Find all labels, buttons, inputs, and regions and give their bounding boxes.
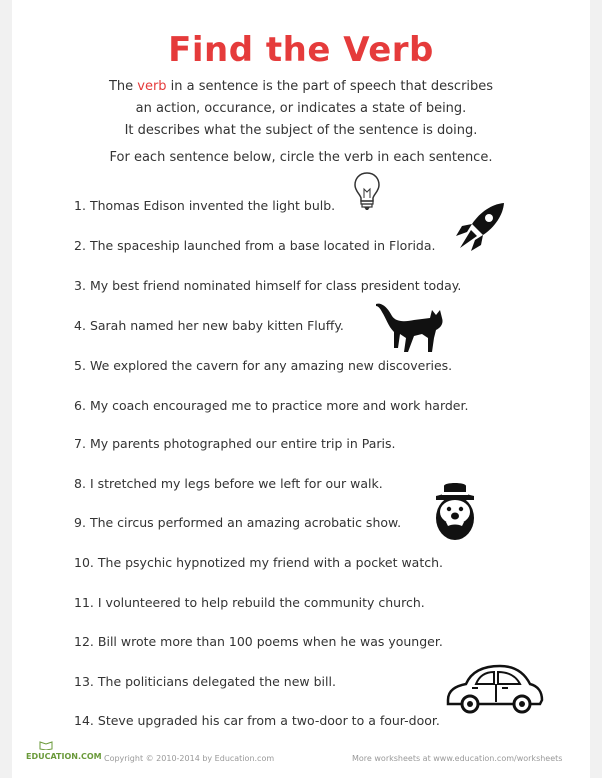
rocket-icon	[452, 200, 508, 256]
light-bulb-icon	[352, 170, 382, 212]
sentence-number: 12.	[74, 634, 94, 649]
sentence-text: The spaceship launched from a base located in Florida.	[89, 238, 436, 253]
sentence-number: 9.	[74, 515, 86, 530]
sentence-item	[74, 476, 383, 491]
sentence-text: Bill wrote more than 100 poems when he was younger.	[97, 634, 443, 649]
verb-highlight: verb	[137, 79, 167, 94]
sentence-item	[74, 713, 440, 728]
sentence-text: The circus performed an amazing acrobatic show.	[89, 515, 402, 530]
sentence-text: The psychic hypnotized my friend with a pocket watch.	[97, 555, 444, 570]
sentence-text: My parents photographed our entire trip in Paris.	[89, 436, 396, 451]
sentence-number: 13.	[74, 674, 94, 689]
sentence-number: 14.	[74, 713, 94, 728]
intro-line-1-start: The	[108, 79, 138, 94]
sentence-text: I volunteered to help rebuild the community church.	[97, 595, 425, 610]
sentence-text: We explored the cavern for any amazing new discoveries.	[89, 358, 453, 373]
sentence-item	[74, 515, 401, 530]
sentence-text: Sarah named her new baby kitten Fluffy.	[89, 318, 344, 333]
sentence-item	[74, 595, 425, 610]
sentence-text: The politicians delegated the new bill.	[97, 674, 336, 689]
sentence-item	[74, 634, 443, 649]
book-logo-icon	[39, 740, 53, 750]
sentence-item	[74, 318, 344, 333]
footer-more-worksheets: More worksheets at www.education.com/worksheets	[352, 754, 563, 763]
car-icon	[442, 660, 546, 716]
worksheet-page	[12, 0, 590, 778]
sentence-number: 11.	[74, 595, 94, 610]
sentence-item	[74, 358, 452, 373]
sentence-item	[74, 238, 436, 253]
education-logo: EDUCATION.COM	[26, 752, 102, 761]
intro-paragraph	[52, 76, 550, 142]
sentence-number: 10.	[74, 555, 94, 570]
sentence-item	[74, 436, 396, 451]
sentence-number: 3.	[74, 278, 86, 293]
sentence-number: 6.	[74, 398, 86, 413]
sentence-number: 5.	[74, 358, 86, 373]
sentence-number: 1.	[74, 198, 86, 213]
sentence-text: My coach encouraged me to practice more and work harder.	[89, 398, 469, 413]
instructions: For each sentence below, circle the verb in each sentence.	[109, 150, 493, 165]
detective-face-icon	[430, 480, 480, 546]
sentence-text: My best friend nominated himself for class president today.	[89, 278, 462, 293]
intro-line-3: It describes what the subject of the sentence is doing.	[124, 123, 478, 138]
sentence-item	[74, 555, 443, 570]
sentence-item	[74, 278, 461, 293]
sentence-text: Thomas Edison invented the light bulb.	[89, 198, 336, 213]
footer-copyright: Copyright © 2010-2014 by Education.com	[104, 754, 275, 763]
sentence-item	[74, 674, 336, 689]
sentence-number: 4.	[74, 318, 86, 333]
sentence-text: I stretched my legs before we left for our walk.	[89, 476, 383, 491]
sentence-number: 7.	[74, 436, 86, 451]
sentence-item	[74, 398, 468, 413]
intro-line-1-end: in a sentence is the part of speech that describes	[166, 79, 494, 94]
intro-line-1	[52, 76, 550, 98]
sentence-number: 8.	[74, 476, 86, 491]
sentence-number: 2.	[74, 238, 86, 253]
sentence-text: Steve upgraded his car from a two-door to a four-door.	[97, 713, 440, 728]
page-title: Find the Verb	[168, 30, 434, 70]
cat-icon	[374, 298, 448, 354]
sentence-item	[74, 198, 335, 213]
intro-line-2: an action, occurance, or indicates a state of being.	[135, 101, 467, 116]
